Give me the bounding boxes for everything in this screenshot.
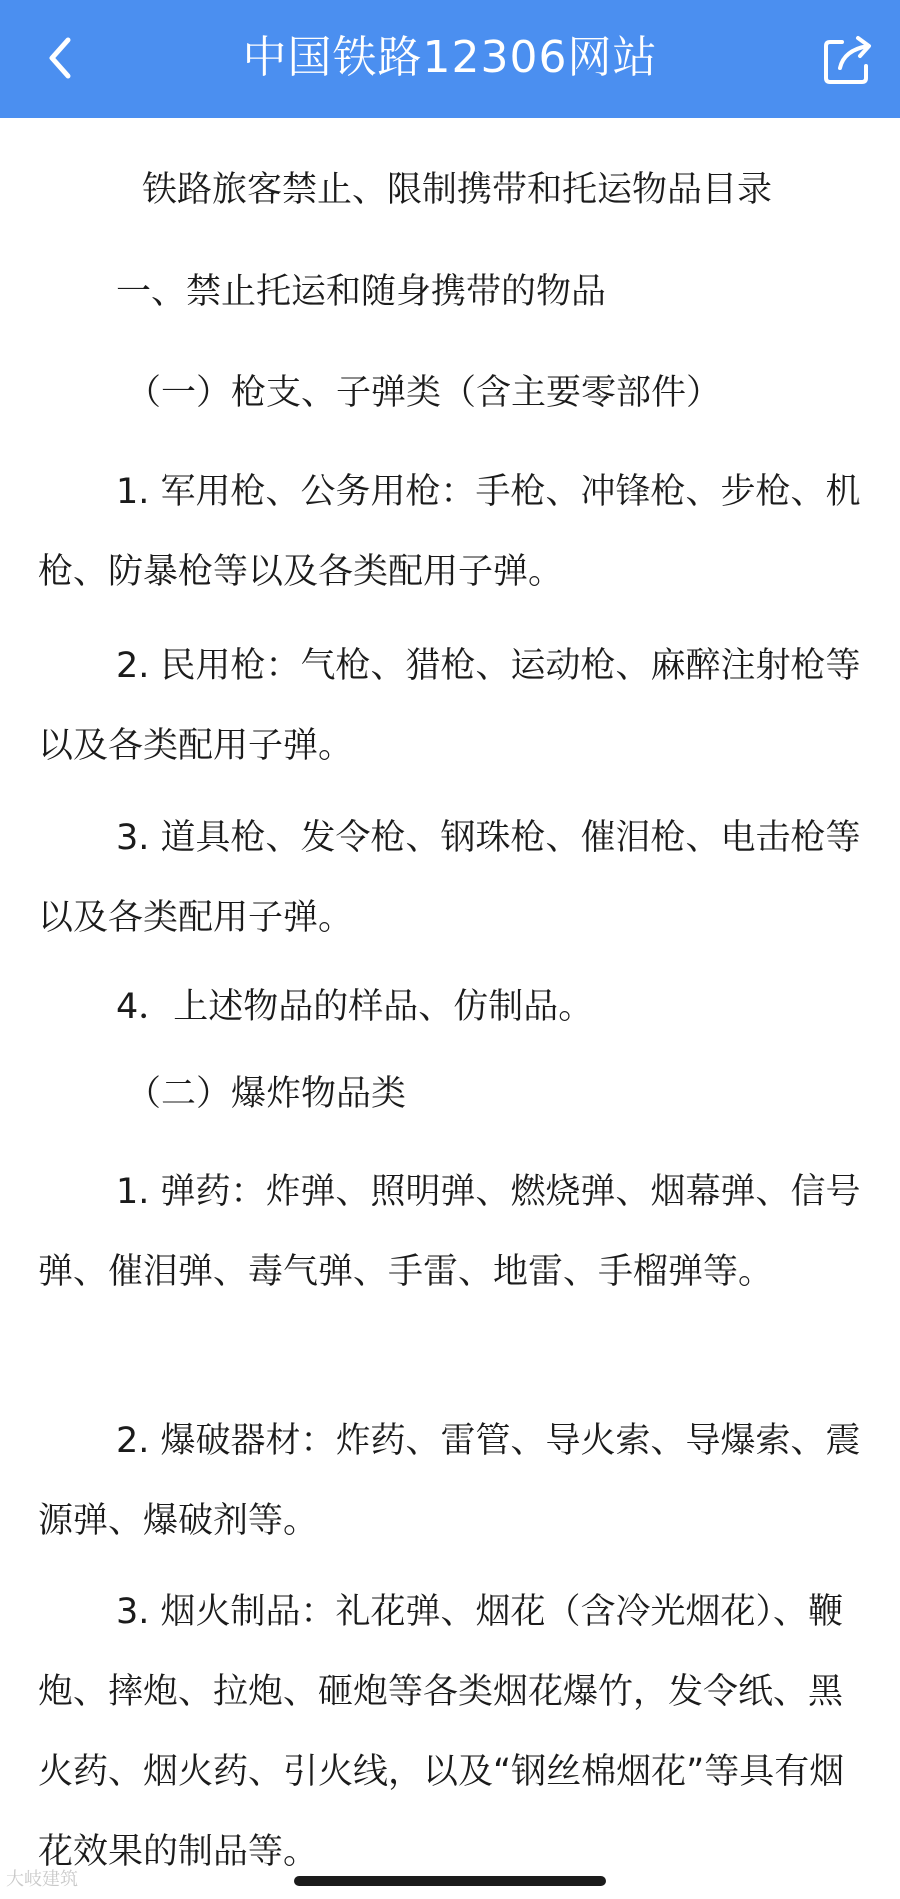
share-icon: [818, 30, 878, 88]
list-item: 1. 军用枪、公务用枪：手枪、冲锋枪、步枪、机枪、防暴枪等以及各类配用子弹。: [38, 472, 861, 592]
share-button[interactable]: [818, 30, 878, 88]
page-title: 中国铁路12306网站: [242, 32, 658, 83]
list-item: 1. 弹药：炸弹、照明弹、燃烧弹、烟幕弹、信号弹、催泪弹、毒气弹、手雷、地雷、手榴弹等。: [38, 1172, 861, 1292]
document-title: 铁路旅客禁止、限制携带和托运物品目录: [142, 170, 773, 210]
home-indicator[interactable]: [294, 1876, 606, 1886]
group-heading-firearms: （一）枪支、子弹类（含主要零部件）: [126, 373, 722, 413]
section-heading: 一、禁止托运和随身携带的物品: [116, 272, 607, 312]
list-item: 2. 爆破器材：炸药、雷管、导火索、导爆索、震源弹、爆破剂等。: [38, 1421, 861, 1541]
app-header: [0, 0, 900, 118]
list-item: 2. 民用枪：气枪、猎枪、运动枪、麻醉注射枪等以及各类配用子弹。: [38, 646, 861, 766]
watermark: 大岐建筑: [6, 1869, 78, 1890]
list-item: 3. 道具枪、发令枪、钢珠枪、催泪枪、电击枪等以及各类配用子弹。: [38, 818, 861, 938]
list-item: 4．上述物品的样品、仿制品。: [116, 987, 594, 1027]
article-content: [0, 118, 900, 1899]
group-heading-explosives: （二）爆炸物品类: [126, 1074, 407, 1114]
list-item: 3. 烟火制品：礼花弹、烟花（含冷光烟花）、鞭炮、摔炮、拉炮、砸炮等各类烟花爆竹，发令纸、黑火药、烟火药、引火线，以及“钢丝棉烟花”等具有烟花效果的制品等。: [38, 1592, 845, 1872]
